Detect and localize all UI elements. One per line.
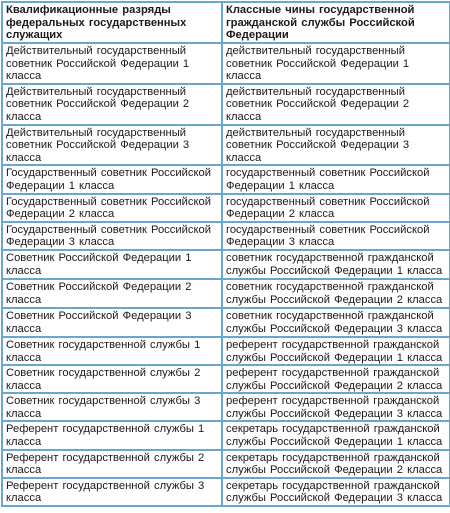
qualification-rank-cell: Государственный советник Российской Федерации 3 класса [3,223,221,249]
table-row [3,280,449,307]
qualification-rank-cell: Действительный государственный советник Российской Федерации 1 класса [3,44,221,83]
qualification-rank-cell: Государственный советник Российской Федерации 1 класса [3,166,221,192]
qualification-rank-cell: Действительный государственный советник Российской Федерации 3 класса [3,126,221,165]
qualification-rank-cell: Референт государственной службы 3 класса [3,479,221,505]
table-row [3,422,449,448]
qualification-rank-cell: Советник Российской Федерации 1 класса [3,251,221,278]
qualification-rank-cell: Советник Российской Федерации 3 класса [3,309,221,336]
table-row [3,195,449,221]
qualification-rank-cell: Действительный государственный советник Российской Федерации 2 класса [3,85,221,124]
class-rank-cell: референт государственной гражданской службы Российской Федерации 2 класса [223,366,449,392]
class-rank-cell: секретарь государственной гражданской службы Российской Федерации 1 класса [223,422,449,448]
qualification-rank-cell: Советник Российской Федерации 2 класса [3,280,221,307]
table-row [3,479,449,505]
qualification-rank-cell: Референт государственной службы 2 класса [3,451,221,477]
class-rank-cell: действительный государственный советник Российской Федерации 3 класса [223,126,449,165]
class-rank-cell: советник государственной гражданской службы Российской Федерации 2 класса [223,280,449,307]
class-rank-cell: референт государственной гражданской службы Российской Федерации 1 класса [223,338,449,364]
table-row [3,338,449,364]
qualification-rank-cell: Государственный советник Российской Федерации 2 класса [3,195,221,221]
table-row [3,251,449,278]
qualification-rank-cell: Советник государственной службы 1 класса [3,338,221,364]
header-qualification-ranks: Квалификационные разряды федеральных государственных служащих [3,3,221,42]
ranks-table [1,1,450,507]
table-row [3,85,449,124]
qualification-rank-cell: Советник государственной службы 2 класса [3,366,221,392]
qualification-rank-cell: Советник государственной службы 3 класса [3,394,221,420]
class-rank-cell: государственный советник Российской Федерации 2 класса [223,195,449,221]
class-rank-cell: советник государственной гражданской службы Российской Федерации 3 класса [223,309,449,336]
table-row [3,223,449,249]
table-row [3,44,449,83]
table-header-row [3,3,449,42]
class-rank-cell: секретарь государственной гражданской службы Российской Федерации 2 класса [223,451,449,477]
table-row [3,451,449,477]
class-rank-cell: государственный советник Российской Федерации 3 класса [223,223,449,249]
table-row [3,166,449,192]
class-rank-cell: действительный государственный советник Российской Федерации 1 класса [223,44,449,83]
class-rank-cell: советник государственной гражданской службы Российской Федерации 1 класса [223,251,449,278]
table-row [3,309,449,336]
table-row [3,394,449,420]
class-rank-cell: государственный советник Российской Федерации 1 класса [223,166,449,192]
table-row [3,366,449,392]
class-rank-cell: референт государственной гражданской службы Российской Федерации 3 класса [223,394,449,420]
class-rank-cell: действительный государственный советник Российской Федерации 2 класса [223,85,449,124]
qualification-rank-cell: Референт государственной службы 1 класса [3,422,221,448]
header-class-ranks: Классные чины государственной гражданской службы Российской Федерации [223,3,449,42]
table-row [3,126,449,165]
class-rank-cell: секретарь государственной гражданской службы Российской Федерации 3 класса [223,479,449,505]
